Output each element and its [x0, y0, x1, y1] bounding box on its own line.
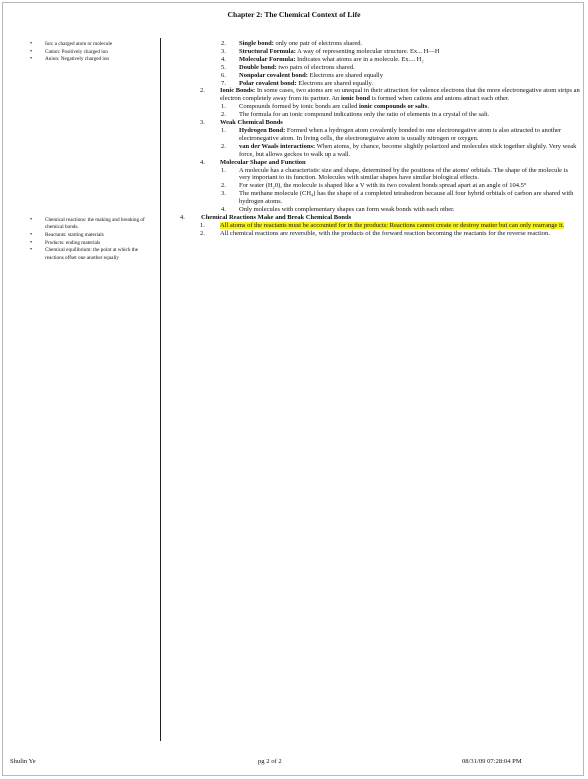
- note-ion: • Ion: a charged atom or molecule: [30, 41, 158, 48]
- note-chemical-reactions: • Chemical reactions: the making and breaking of chemical bonds.: [30, 217, 158, 231]
- note-reactants: • Reactants: starting materials: [30, 232, 158, 239]
- note-equilibrium: • Chemical equilibrium: the point at which the reactions offset one another equally: [30, 247, 158, 261]
- list-item: 1. A molecule has a characteristic size and shape, determined by the positions of the atoms' orbitals. The shape of the molecule is very important to its function. Molecules with similar shapes have similar biological effects.: [221, 166, 569, 182]
- sidebar-notes-top: [30, 41, 158, 64]
- list-item: 2. The formula for an ionic compound indications only the ratio of elements in a crystal of the salt.: [221, 111, 490, 119]
- list-item: 1. Hydrogen Bond: Formed when a hydrogen atom covalently bonded to one electronegative atom is also attracted to another electronegative atom. In living cells, the electronegtaive atom is usually nitrogen or oxygen.: [221, 126, 562, 142]
- column-divider: [160, 38, 161, 741]
- section-heading: 4. Chemical Reactions Make and Break Chemical Bonds: [180, 213, 352, 221]
- section-heading: 4. Molecular Shape and Function: [200, 158, 306, 166]
- list-item: 3. Structural Formula: A way of representing molecular structure. Ex... H—H: [221, 47, 440, 55]
- list-item-highlighted: 1. All atoms of the reactants must be accounted for in the products: Reactions cannot create or destroy matter but can only rearrange it.: [200, 221, 565, 229]
- list-item: 2. Ionic Bonds: In some cases, two atoms are so unequal in their attraction for valence electrons that the more electronegative atom strips an electron completely away from its partner. An ionic bond is formed when cations and anions attract each other.: [200, 87, 580, 103]
- list-item: 2. For water (H₂0), the molecule is shaped like a V with its two covalent bonds spread apart at an angle of 104.5°: [221, 182, 527, 190]
- list-item: 2. Single bond: only one pair of electrons shared.: [221, 40, 363, 47]
- sidebar-notes-bottom: [30, 217, 158, 262]
- footer-author: Shulin Ye: [10, 758, 36, 765]
- highlighted-text: All atoms of the reactants must be accounted for in the products: Reactions cannot create or destroy matter but can only rearrange it.: [220, 221, 565, 229]
- note-anion: • Anion: Negatively charged ion: [30, 56, 158, 63]
- footer-page-number: pg 2 of 2: [258, 758, 282, 765]
- list-item: 4. Molecular Formula: Indicates what atoms are in a molecule. Ex.... H₂: [221, 55, 424, 63]
- footer-timestamp: 08/31/09 07:28:04 PM: [462, 758, 522, 765]
- list-item: 6. Nonpolar covalent bond: Electrons are shared equally: [221, 71, 383, 79]
- list-item: 2. van der Waals interactions: When atoms, by chance, become slightly polarized and molecules stick together slightly. Very weak force, but allows geckos to walk up a wall.: [221, 142, 577, 158]
- section-heading: 3. Weak Chemical Bonds: [200, 119, 283, 127]
- list-item: 2. All chemical reactions are reversible, with the products of the forward reaction becoming the reactants for the reverse reaction.: [200, 229, 550, 237]
- list-item: 7. Polar covalent bond: Electrons are shared equally.: [221, 79, 373, 87]
- list-item: 3. The methane molecule (CH₄) has the shape of a completed tetrahedron because all four hybrid orbitals of carbon are shared with hydrogen atoms.: [221, 190, 574, 206]
- list-item: 1. Compounds formed by ionic bonds are called ionic compounds or salts.: [221, 103, 429, 111]
- note-products: • Products: ending materials: [30, 240, 158, 247]
- list-item: 4. Only molecules with complementary shapes can form weak bonds with each other.: [221, 206, 455, 214]
- list-item: 5. Double bond: two pairs of electrons shared.: [221, 63, 355, 71]
- page-title: Chapter 2: The Chemical Context of Life: [227, 10, 361, 19]
- outline-body: [180, 40, 580, 238]
- note-cation: • Cation: Positively charged ion: [30, 49, 158, 56]
